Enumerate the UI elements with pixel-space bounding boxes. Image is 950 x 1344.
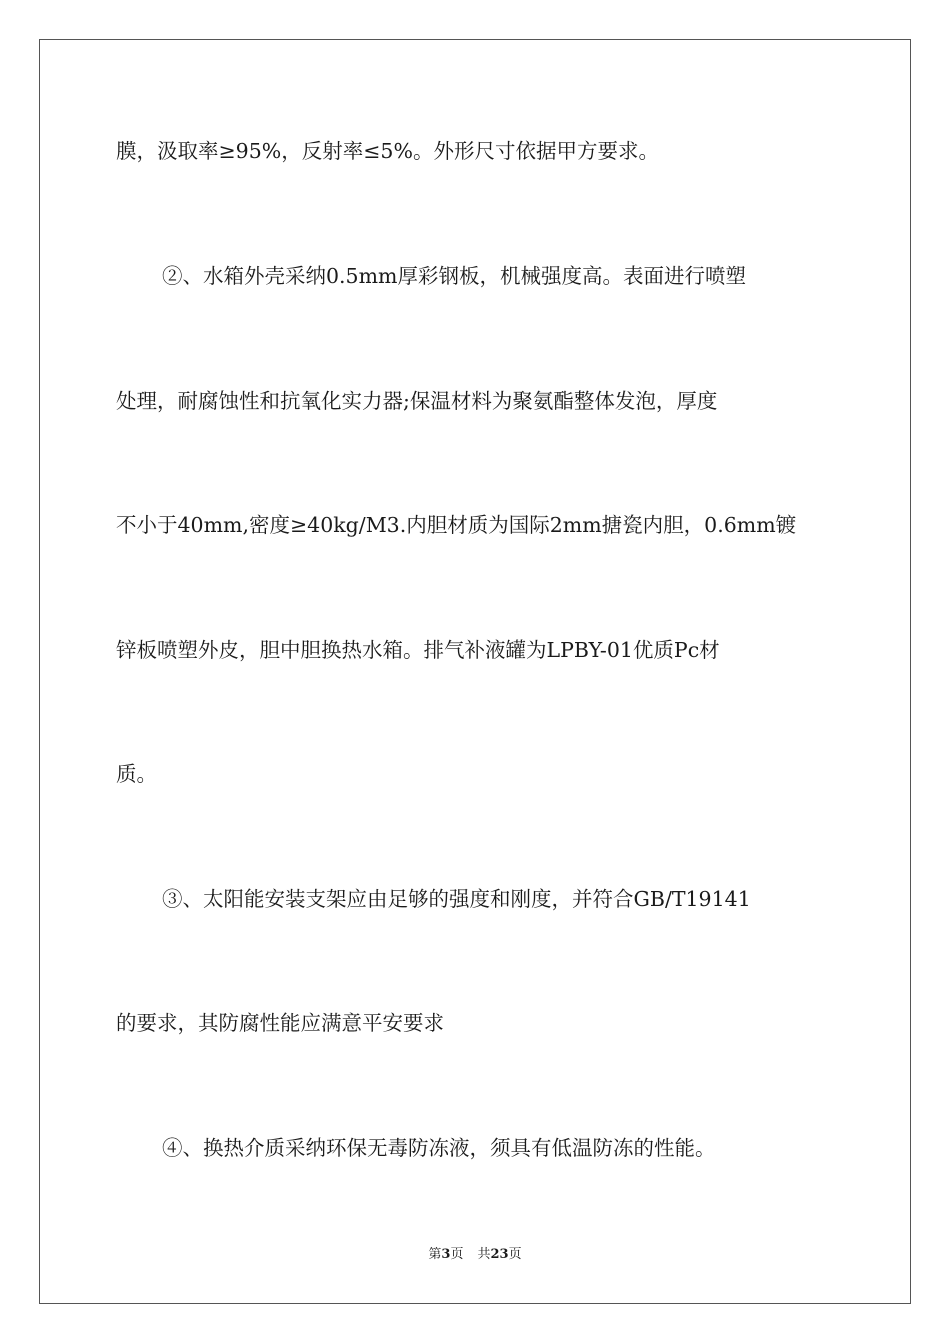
page-footer	[0, 1246, 950, 1264]
total-pages: 23	[490, 1247, 509, 1262]
text-line-5: 锌板喷塑外皮，胆中胆换热水箱。排气补液罐为LPBY-01优质Pc材	[116, 638, 720, 662]
text-line-6: 质。	[116, 762, 157, 786]
text-line-9: ④、换热介质采纳环保无毒防冻液，须具有低温防冻的性能。	[162, 1136, 716, 1160]
text-line-8: 的要求，其防腐性能应满意平安要求	[116, 1011, 444, 1035]
text-line-7: ③、太阳能安装支架应由足够的强度和刚度，并符合GB/T19141	[162, 887, 751, 911]
page-border	[39, 39, 911, 1304]
total-suffix: 页	[508, 1247, 522, 1262]
text-line-4: 不小于40mm,密度≥40kg/M3.内胆材质为国际2mm搪瓷内胆，0.6mm镀	[116, 513, 797, 537]
text-line-3: 处理，耐腐蚀性和抗氧化实力器;保温材料为聚氨酯整体发泡，厚度	[116, 389, 718, 413]
total-prefix: 共	[477, 1247, 491, 1262]
page-prefix: 第	[428, 1247, 442, 1262]
page-suffix: 页	[450, 1247, 464, 1262]
text-line-2: ②、水箱外壳采纳0.5mm厚彩钢板，机械强度高。表面进行喷塑	[162, 264, 746, 288]
text-line-1: 膜，汲取率≥95%，反射率≤5%。外形尺寸依据甲方要求。	[116, 139, 659, 163]
page-number: 3	[441, 1247, 451, 1262]
